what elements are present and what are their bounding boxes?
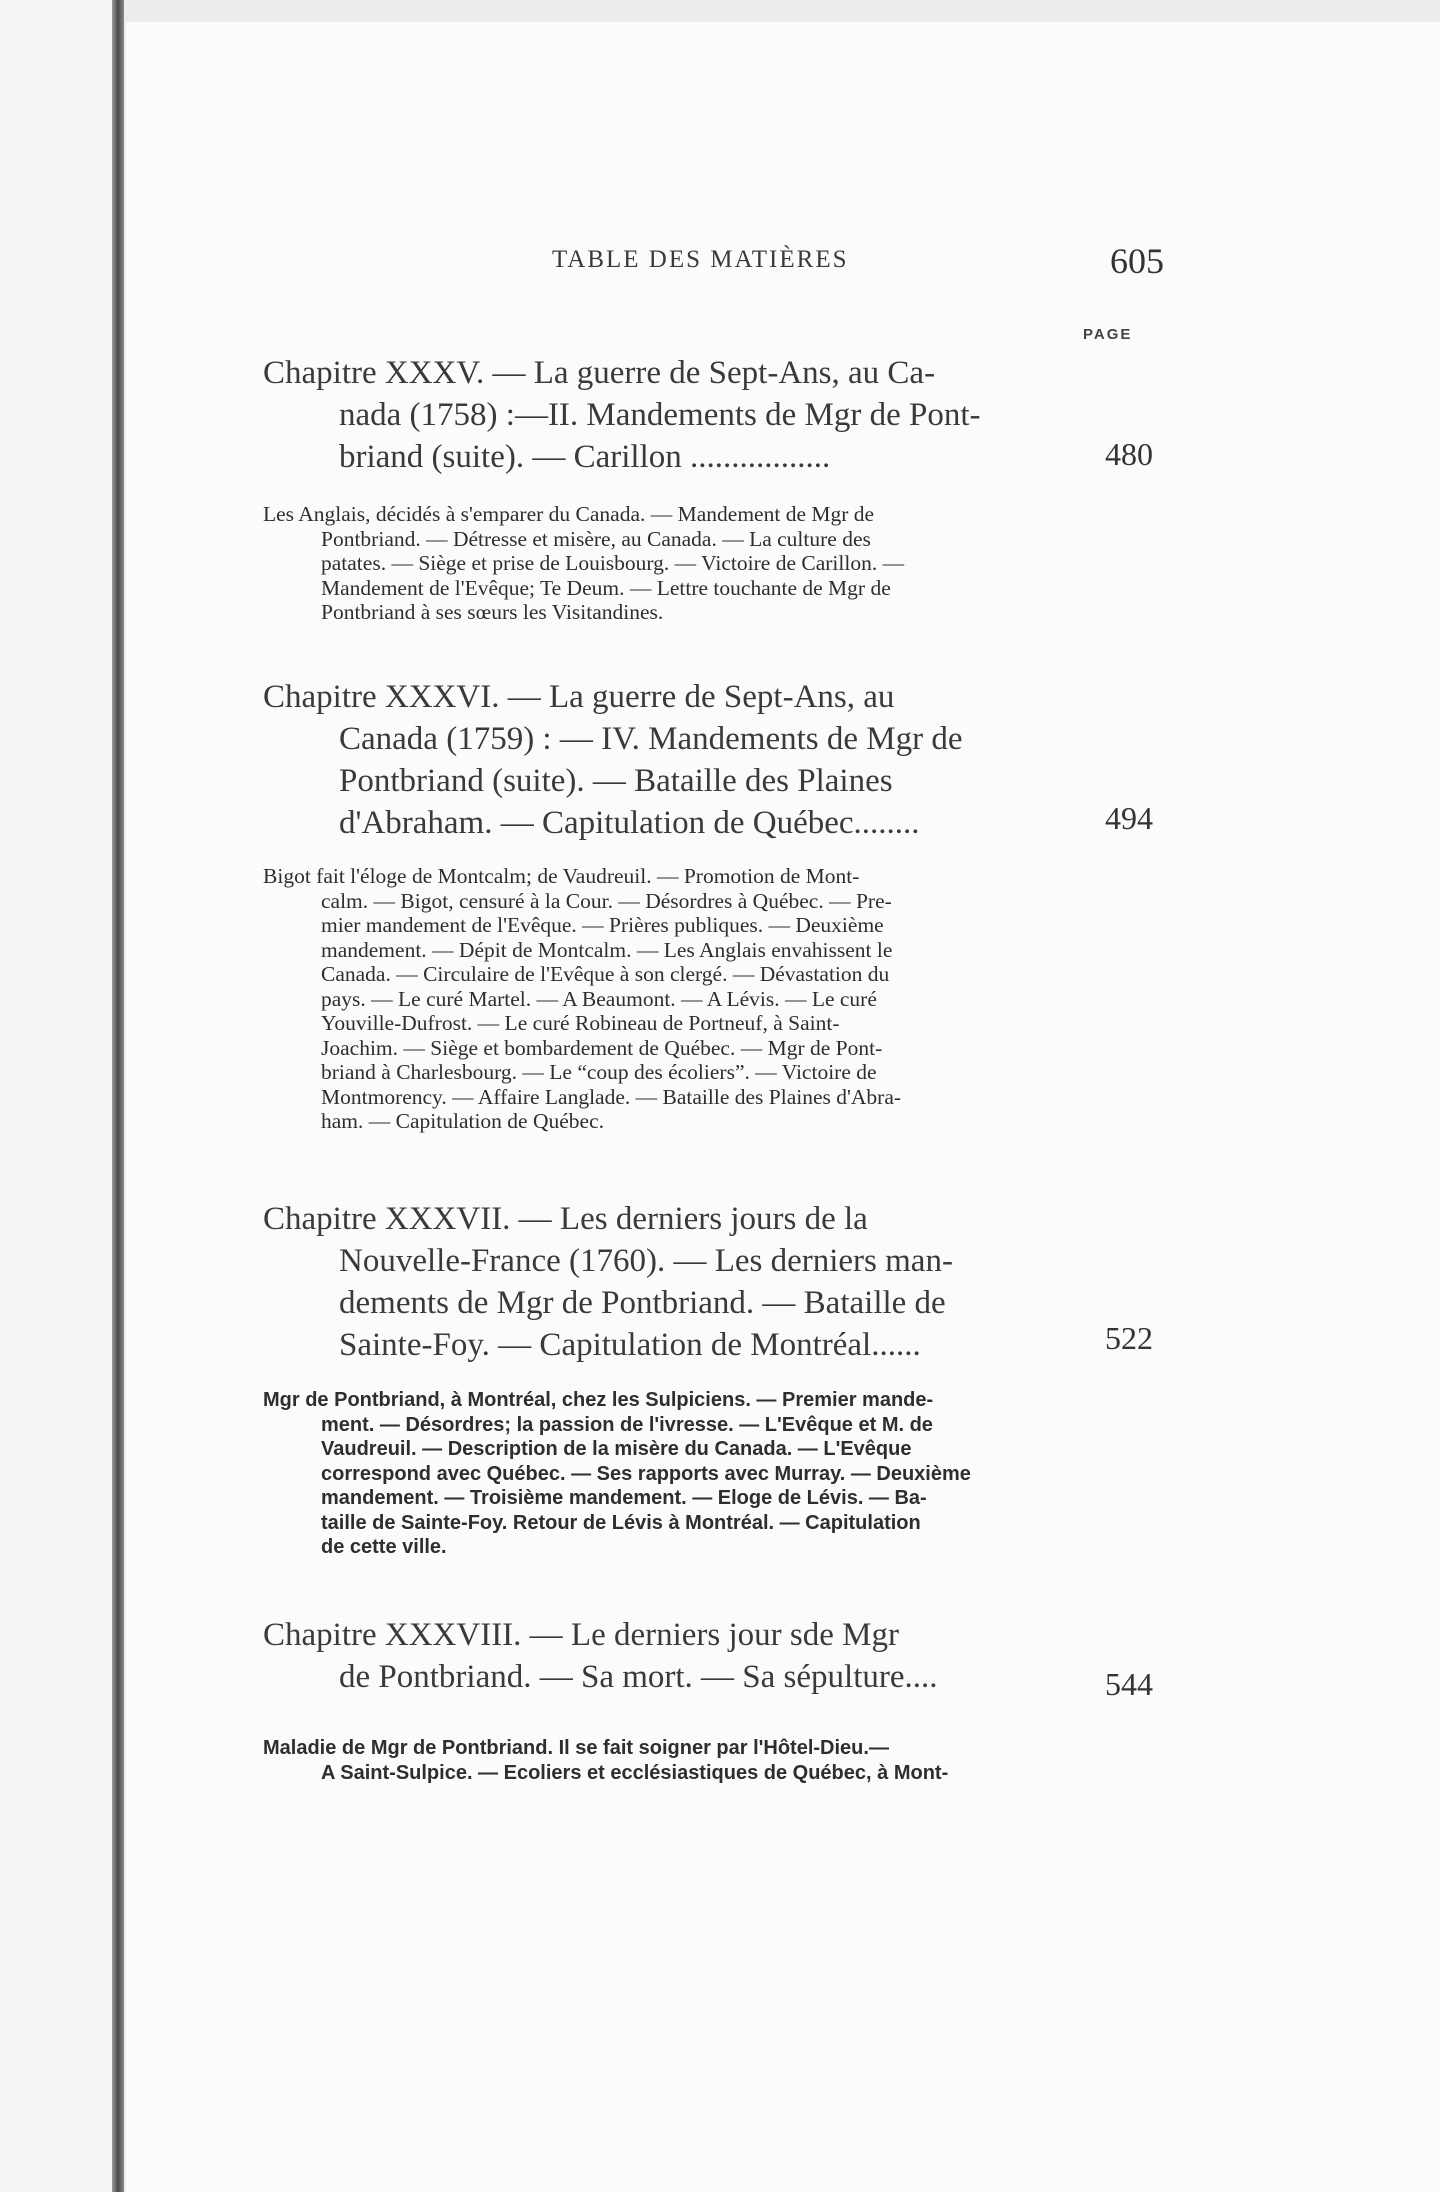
summary-line: pays. — Le curé Martel. — A Beaumont. — A Lévis. — Le curé [321, 986, 877, 1011]
summary-line: correspond avec Québec. — Ses rapports avec Murray. — Deuxième [321, 1462, 971, 1485]
summary-line: ham. — Capitulation de Québec. [321, 1109, 605, 1133]
chapter-line: d'Abraham. — Capitulation de Québec........ [339, 805, 920, 841]
chapter-page-number: 544 [1105, 1666, 1153, 1702]
chapter-line: de Pontbriand. — Sa mort. — Sa sépulture.... [339, 1659, 938, 1695]
chapter-summary [263, 864, 1158, 1134]
summary-line: Mandement de l'Evêque; Te Deum. — Lettre touchante de Mgr de [321, 575, 891, 600]
summary-line: patates. — Siège et prise de Louisbourg. — Victoire de Carillon. — [321, 551, 905, 575]
chapter-line: Canada (1759) : — IV. Mandements de Mgr de [339, 721, 963, 757]
summary-line: Joachim. — Siège et bombardement de Québec. — Mgr de Pont- [321, 1035, 883, 1060]
chapter-entry [263, 352, 1163, 478]
summary-line: Canada. — Circulaire de l'Evêque à son clergé. — Dévastation du [321, 962, 890, 986]
summary-line: ment. — Désordres; la passion de l'ivresse. — L'Evêque et M. de [321, 1413, 933, 1436]
running-header-title: TABLE DES MATIÈRES [552, 246, 849, 273]
summary-line: Maladie de Mgr de Pontbriand. Il se fait soigner par l'Hôtel-Dieu.— [263, 1737, 889, 1759]
summary-line: Bigot fait l'éloge de Montcalm; de Vaudreuil. — Promotion de Mont- [263, 864, 860, 888]
chapter-line: Chapitre XXXV. — La guerre de Sept-Ans, au Ca- [263, 355, 936, 391]
chapter-line: briand (suite). — Carillon ................. [339, 439, 831, 475]
chapter-line: dements de Mgr de Pontbriand. — Bataille de [339, 1285, 946, 1321]
summary-line: Les Anglais, décidés à s'emparer du Canada. — Mandement de Mgr de [263, 502, 875, 526]
chapter-entry [263, 1614, 1163, 1698]
summary-line: mier mandement de l'Evêque. — Prières publiques. — Deuxième [321, 913, 884, 937]
chapter-entry [263, 676, 1163, 844]
chapter-page-number: 522 [1105, 1320, 1153, 1356]
chapter-summary [263, 1388, 1158, 1560]
chapter-page-number: 480 [1105, 436, 1153, 472]
summary-line: Youville-Dufrost. — Le curé Robineau de Portneuf, à Saint- [321, 1011, 840, 1035]
summary-line: briand à Charlesbourg. — Le “coup des écoliers”. — Victoire de [321, 1060, 877, 1084]
chapter-entry [263, 1198, 1163, 1366]
summary-line: Montmorency. — Affaire Langlade. — Bataille des Plaines d'Abra- [321, 1084, 902, 1109]
chapter-line: Pontbriand (suite). — Bataille des Plaines [339, 763, 893, 799]
chapter-line: Sainte-Foy. — Capitulation de Montréal...... [339, 1327, 921, 1363]
chapter-page-number: 494 [1105, 800, 1153, 836]
summary-line: Pontbriand à ses sœurs les Visitandines. [321, 600, 664, 624]
chapter-line: nada (1758) :—II. Mandements de Mgr de Pont- [339, 397, 981, 433]
summary-line: mandement. — Troisième mandement. — Eloge de Lévis. — Ba- [321, 1487, 927, 1509]
page-fold-shadow [112, 0, 124, 2192]
running-header [416, 240, 1176, 300]
chapter-line: Chapitre XXXVIII. — Le derniers jour sde Mgr [263, 1617, 899, 1653]
chapter-line: Chapitre XXXVII. — Les derniers jours de la [263, 1201, 868, 1237]
summary-line: Pontbriand. — Détresse et misère, au Canada. — La culture des [321, 526, 871, 551]
summary-line: Vaudreuil. — Description de la misère du Canada. — L'Evêque [321, 1438, 912, 1460]
page-column-label: PAGE [1083, 326, 1133, 343]
summary-line: de cette ville. [321, 1536, 447, 1558]
summary-line: A Saint-Sulpice. — Ecoliers et ecclésiastiques de Québec, à Mont- [321, 1761, 949, 1784]
summary-line: Mgr de Pontbriand, à Montréal, chez les Sulpiciens. — Premier mande- [263, 1389, 934, 1411]
summary-line: calm. — Bigot, censuré à la Cour. — Désordres à Québec. — Pre- [321, 888, 892, 913]
chapter-summary [263, 1736, 1158, 1785]
summary-line: mandement. — Dépit de Montcalm. — Les Anglais envahissent le [321, 937, 893, 962]
summary-line: taille de Sainte-Foy. Retour de Lévis à Montréal. — Capitulation [321, 1511, 921, 1534]
page-number: 605 [1110, 241, 1164, 281]
chapter-line: Chapitre XXXVI. — La guerre de Sept-Ans, au [263, 679, 895, 715]
chapter-line: Nouvelle-France (1760). — Les derniers man- [339, 1243, 953, 1279]
chapter-summary [263, 502, 1158, 625]
previous-page-edge [0, 0, 120, 2192]
